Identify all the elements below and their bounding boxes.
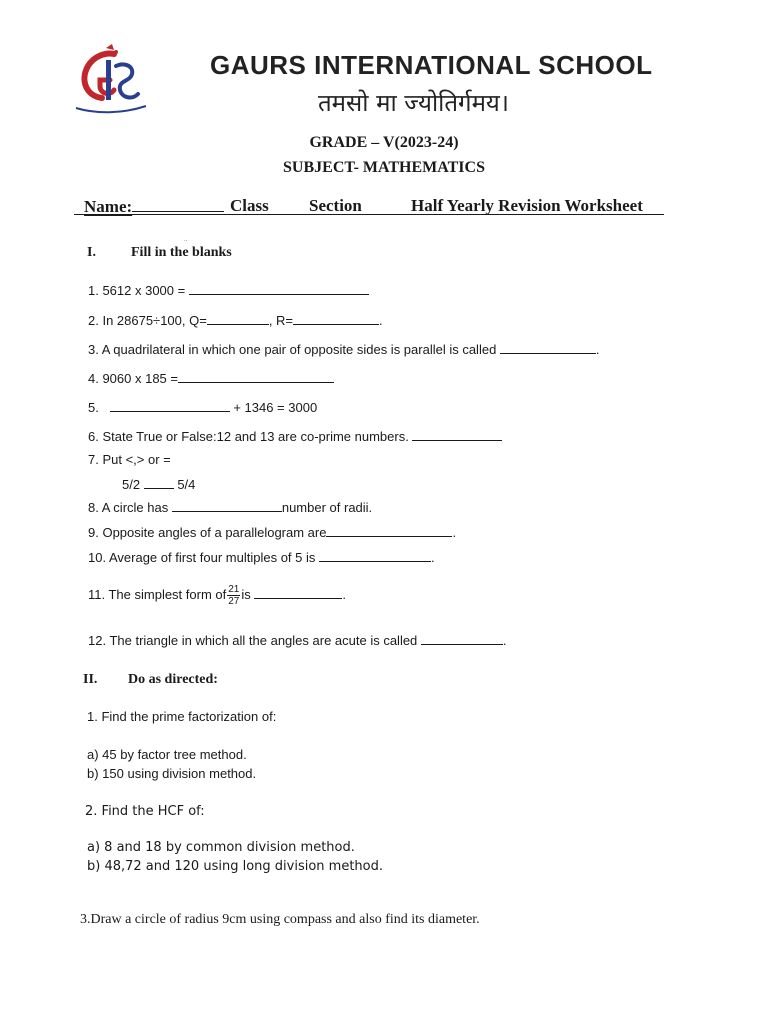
section-label: Section (309, 196, 362, 215)
section-2-title: Do as directed: (128, 672, 218, 687)
question-2-2a: a) 8 and 18 by common division method. (87, 840, 355, 855)
school-logo (66, 40, 154, 116)
school-logo-emblem-icon (66, 40, 154, 116)
question-2-1a: a) 45 by factor tree method. (87, 747, 247, 762)
question-1-1: 1. 5612 x 3000 = (88, 283, 369, 298)
question-1-3: 3. A quadrilateral in which one pair of opposite sides is parallel is called . (88, 342, 600, 357)
subject-title: SUBJECT- MATHEMATICS (283, 159, 485, 176)
grade-title: GRADE – V(2023-24) (309, 134, 459, 151)
question-1-9: 9. Opposite angles of a parallelogram are . (88, 525, 457, 540)
name-label: Name: (84, 196, 224, 217)
stray-mark: .. (184, 237, 188, 243)
question-1-5: 5. + 1346 = 3000 (88, 400, 318, 415)
section-2-number: II. (83, 672, 98, 687)
question-2-2b: b) 48,72 and 120 using long division method. (87, 859, 383, 874)
school-motto: तमसो मा ज्योतिर्गमय। (318, 89, 509, 117)
question-1-11: 11. The simplest form of $\frac{21}{27}$ is . (88, 584, 347, 607)
question-1-7: 7. Put <,> or = (88, 452, 171, 467)
section-1-title: Fill in the blanks (131, 245, 232, 260)
question-1-7-compare: 5/2 5/4 (122, 477, 196, 492)
question-1-12: 12. The triangle in which all the angles are acute is called . (88, 633, 507, 648)
question-2-3: 3.Draw a circle of radius 9cm using compass and also find its diameter. (80, 912, 480, 927)
worksheet-title: Half Yearly Revision Worksheet (411, 196, 643, 215)
fraction-21-27: $\frac{21}{27}$ (228, 584, 240, 607)
question-2-2: 2. Find the HCF of: (85, 804, 205, 819)
school-name: GAURS INTERNATIONAL SCHOOL (210, 50, 653, 80)
question-2-1b: b) 150 using division method. (87, 766, 257, 781)
section-1-number: I. (87, 245, 96, 260)
question-1-10: 10. Average of first four multiples of 5 is . (88, 550, 435, 565)
info-row-underline (74, 214, 664, 215)
question-1-2: 2. In 28675÷100, Q= , R= . (88, 313, 383, 328)
question-1-6: 6. State True or False:12 and 13 are co-prime numbers. (88, 429, 502, 444)
question-1-8: 8. A circle has number of radii. (88, 500, 373, 515)
class-label: Class (230, 196, 269, 215)
question-1-4: 4. 9060 x 185 = (88, 371, 334, 386)
question-2-1: 1. Find the prime factorization of: (87, 709, 277, 724)
